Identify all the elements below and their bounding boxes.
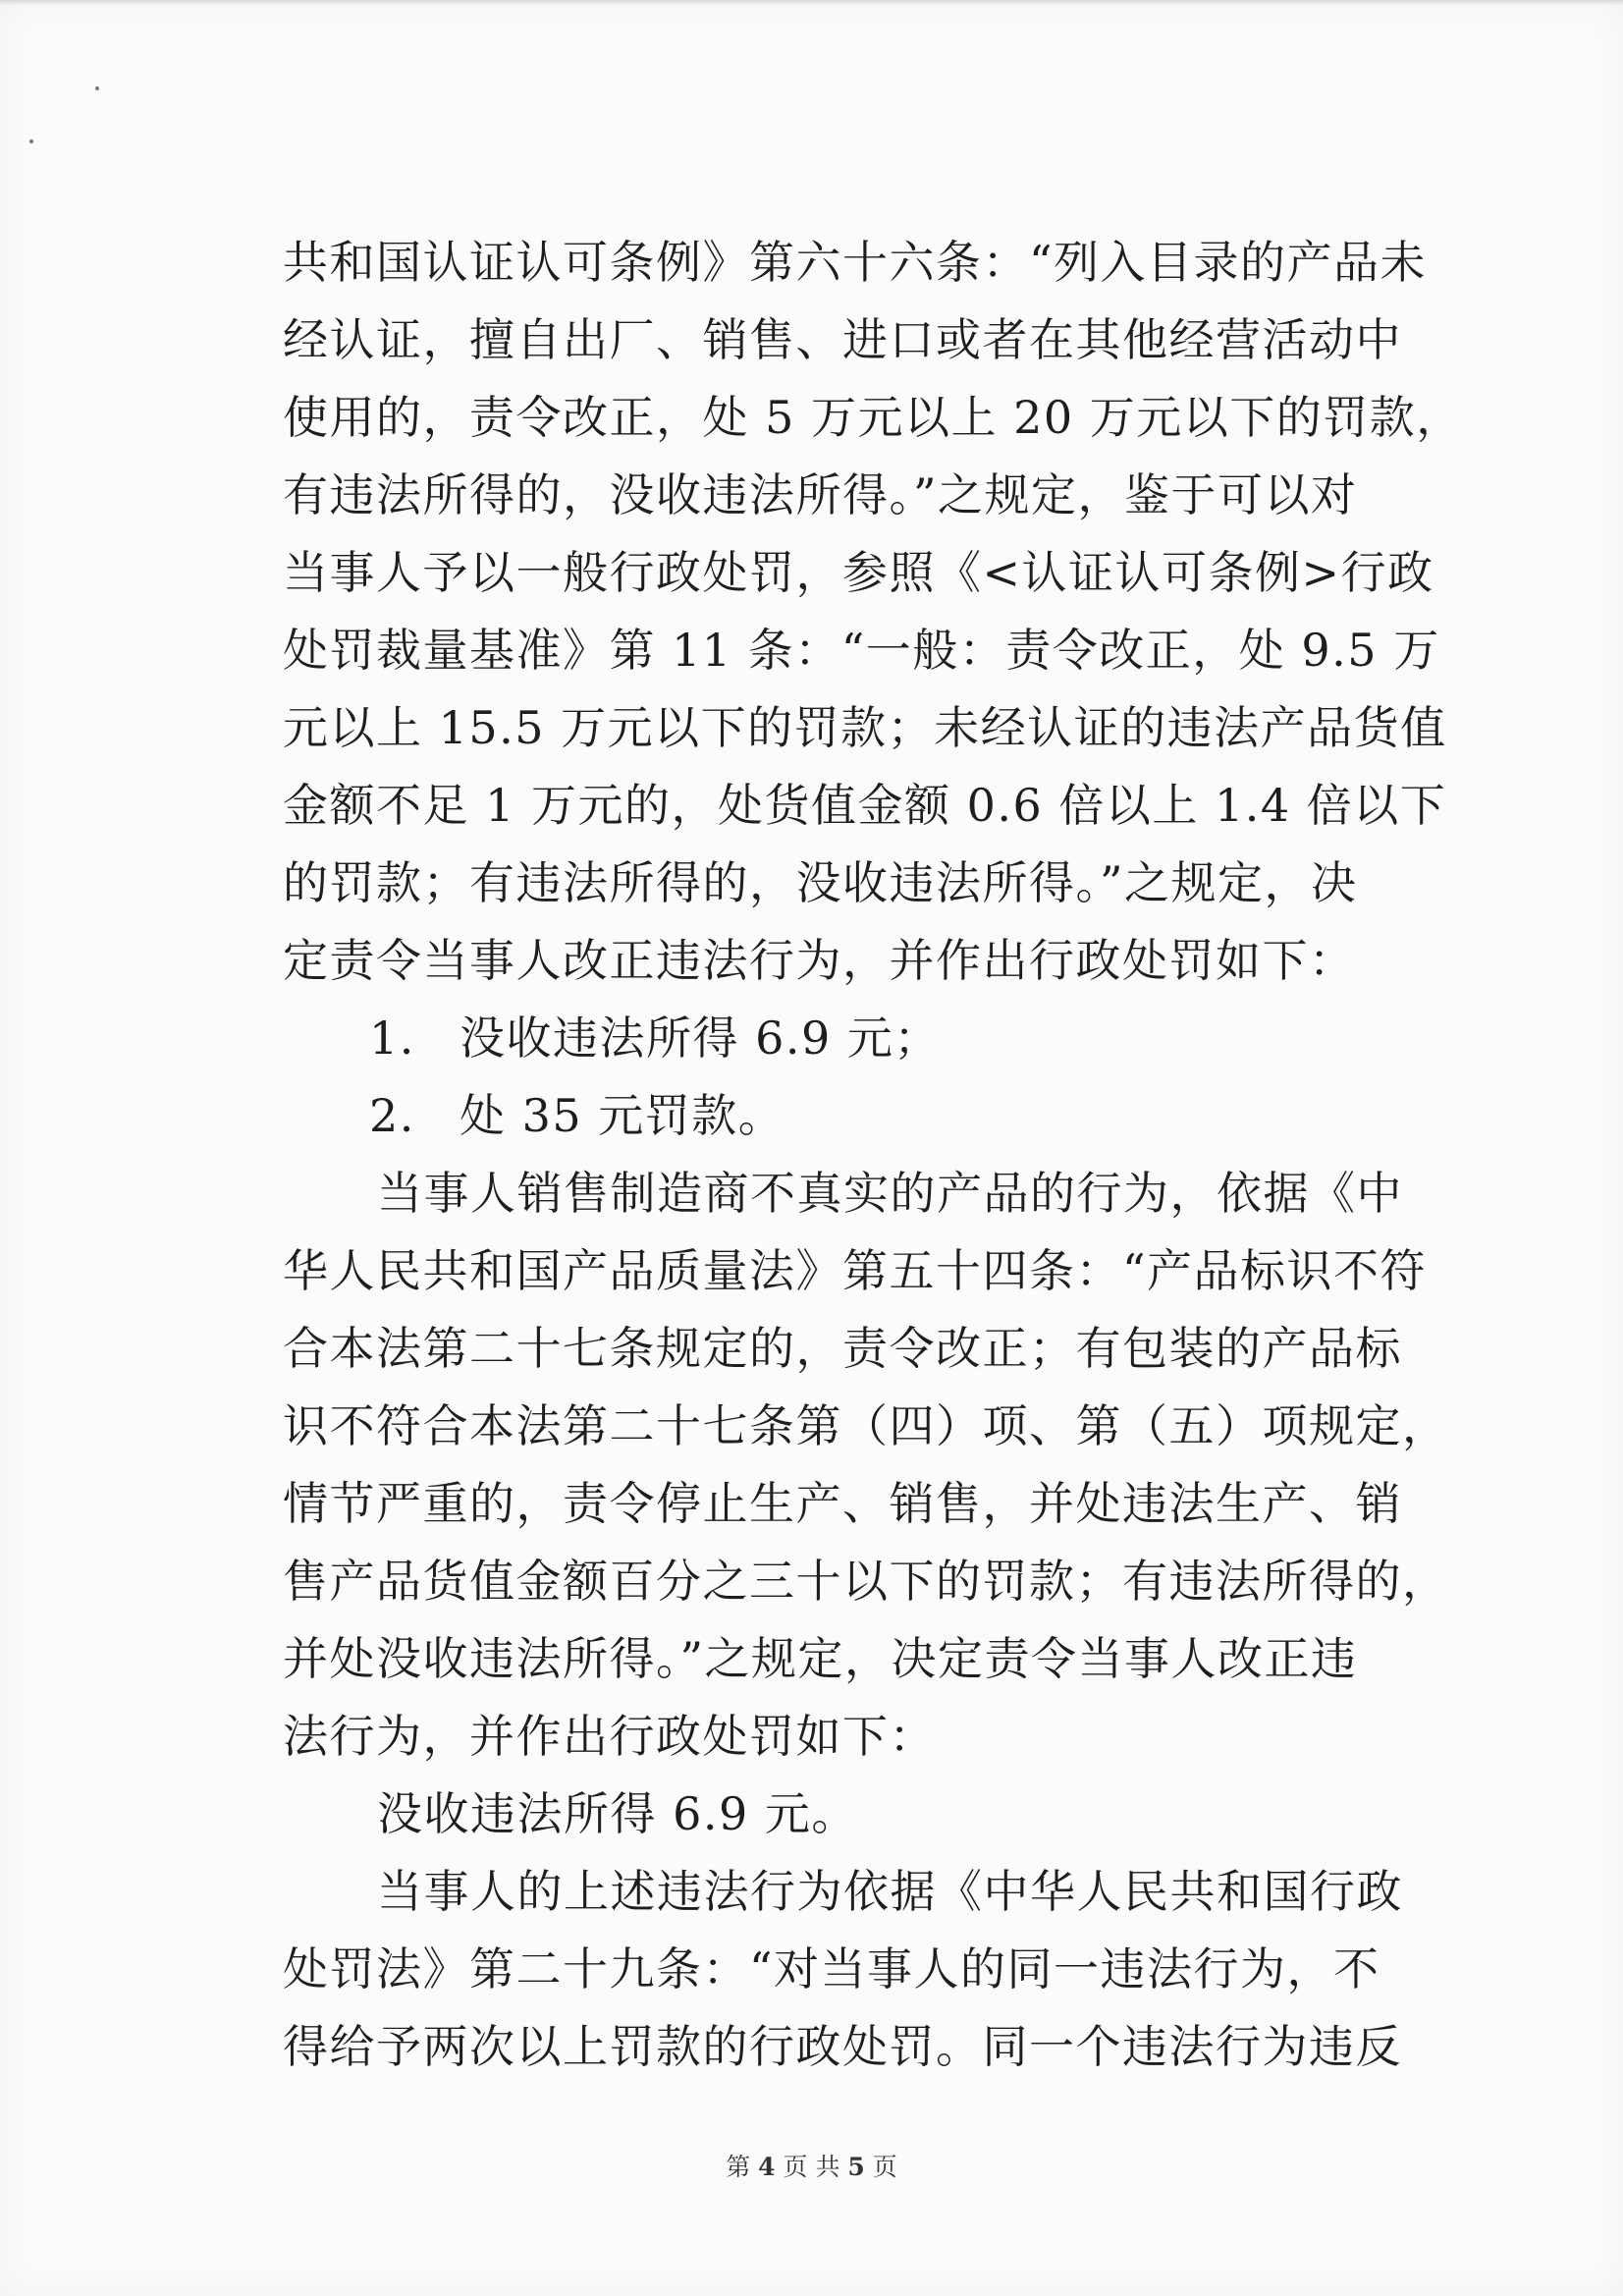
- text-line: 合本法第二十七条规定的，责令改正；有包装的产品标: [283, 1322, 1402, 1375]
- text-line: 处罚法》第二十九条：“对当事人的同一违法行为，不: [283, 1942, 1380, 1995]
- text-line: 的罚款；有违法所得的，没收违法所得。”之规定，决: [283, 856, 1358, 909]
- list-number: 2.: [369, 1089, 415, 1142]
- text-line: 当事人销售制造商不真实的产品的行为，依据《中: [377, 1167, 1403, 1220]
- page-number-footer: [0, 2148, 1623, 2183]
- text-line: 经认证，擅自出厂、销售、进口或者在其他经营活动中: [283, 313, 1402, 366]
- text-line: 当事人予以一般行政处罚，参照《<认证认可条例>行政: [283, 546, 1434, 599]
- list-text: 没收违法所得 6.9 元；: [460, 1011, 941, 1065]
- text-line: 得给予两次以上罚款的行政处罚。同一个违法行为违反: [283, 2020, 1402, 2073]
- text-line: 识不符合本法第二十七条第（四）项、第（五）项规定，: [283, 1399, 1449, 1452]
- text-line: 并处没收违法所得。”之规定，决定责令当事人改正违: [283, 1632, 1358, 1685]
- list-number: 1.: [369, 1011, 415, 1065]
- scan-edge: [0, 0, 1623, 6]
- document-body: [283, 224, 1463, 2086]
- text-line: 有违法所得的，没收违法所得。”之规定，鉴于可以对: [283, 468, 1358, 521]
- text-line: 共和国认证认可条例》第六十六条：“列入目录的产品未: [283, 236, 1428, 289]
- confiscation-line: 没收违法所得 6.9 元。: [377, 1787, 858, 1840]
- text-line: 元以上 15.5 万元以下的罚款；未经认证的违法产品货值: [283, 701, 1447, 754]
- text-line: 情节严重的，责令停止生产、销售，并处违法生产、销: [283, 1477, 1402, 1530]
- text-line: 华人民共和国产品质量法》第五十四条：“产品标识不符: [283, 1244, 1428, 1297]
- penalty-list-item: [283, 1077, 1343, 1155]
- scan-speck: [95, 86, 99, 90]
- footer-suffix: 页: [872, 2153, 897, 2181]
- penalty-list-item: [283, 1000, 1343, 1077]
- text-line: 法行为，并作出行政处罚如下：: [283, 1710, 936, 1763]
- text-line: 售产品货值金额百分之三十以下的罚款；有违法所得的，: [283, 1555, 1449, 1608]
- total-page-number: 5: [847, 2153, 865, 2181]
- list-text: 处 35 元罚款。: [460, 1089, 785, 1142]
- scan-speck: [29, 139, 33, 143]
- text-line: 当事人的上述违法行为依据《中华人民共和国行政: [377, 1865, 1403, 1918]
- text-line: 定责令当事人改正违法行为，并作出行政处罚如下：: [283, 934, 1356, 987]
- footer-middle: 页 共: [783, 2153, 840, 2181]
- footer-prefix: 第: [726, 2153, 751, 2181]
- current-page-number: 4: [758, 2153, 776, 2181]
- text-line: 使用的，责令改正，处 5 万元以上 20 万元以下的罚款，: [283, 391, 1463, 444]
- text-line: 处罚裁量基准》第 11 条：“一般：责令改正，处 9.5 万: [283, 624, 1440, 677]
- text-line: 金额不足 1 万元的，处货值金额 0.6 倍以上 1.4 倍以下: [283, 779, 1447, 832]
